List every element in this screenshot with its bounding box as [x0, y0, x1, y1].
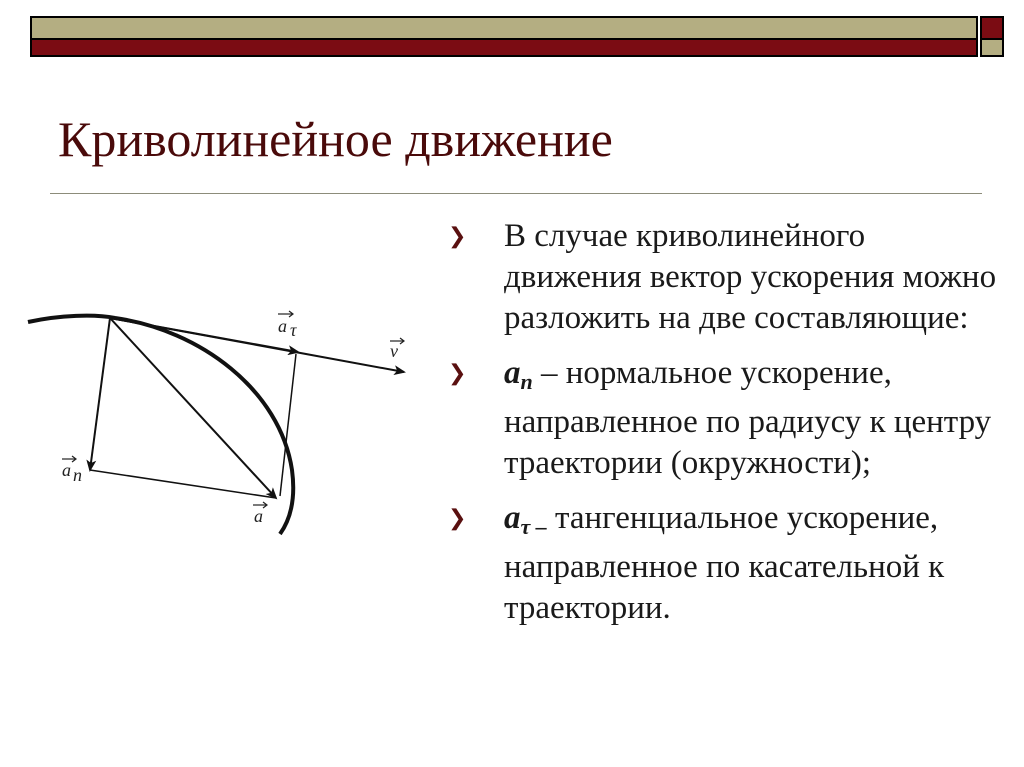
label-a-n — [62, 456, 82, 485]
label-v — [390, 338, 404, 361]
slide-title: Криволинейное движение — [58, 111, 613, 167]
normal-acceleration-symbol: $a_n$ — [504, 355, 533, 394]
chevron-right-icon: ❯ — [448, 361, 467, 386]
bullet-item — [448, 216, 1008, 339]
bullet-text: В случае криволинейного движения вектор ускорения можно разложить на две составляющие: — [504, 218, 997, 336]
chevron-right-icon: ❯ — [448, 506, 467, 531]
chevron-right-icon: ❯ — [448, 224, 467, 249]
bullet-text: – нормальное ускорение, направленное по радиусу к центру траектории (окружности); — [504, 355, 992, 481]
svg-text:a: a — [278, 316, 287, 336]
svg-text:n: n — [73, 465, 82, 485]
bullet-item — [448, 498, 1008, 629]
tangential-acceleration-symbol: $a_{\tau -}$ — [504, 500, 547, 539]
label-a-tau — [278, 311, 297, 340]
label-a — [253, 502, 267, 526]
trajectory-curve — [28, 316, 293, 534]
bullet-item — [448, 353, 1008, 484]
bullet-text: тангенциальное ускорение, направленное по касательной к траектории. — [504, 500, 945, 626]
svg-text:v: v — [390, 341, 398, 361]
tangential-acceleration-vector — [110, 318, 298, 352]
svg-text:a: a — [254, 506, 263, 526]
construction-line-bottom — [90, 470, 276, 498]
svg-text:a: a — [62, 460, 71, 480]
normal-acceleration-vector — [90, 318, 110, 470]
svg-text:τ: τ — [290, 320, 297, 340]
bullet-list — [448, 216, 1008, 643]
